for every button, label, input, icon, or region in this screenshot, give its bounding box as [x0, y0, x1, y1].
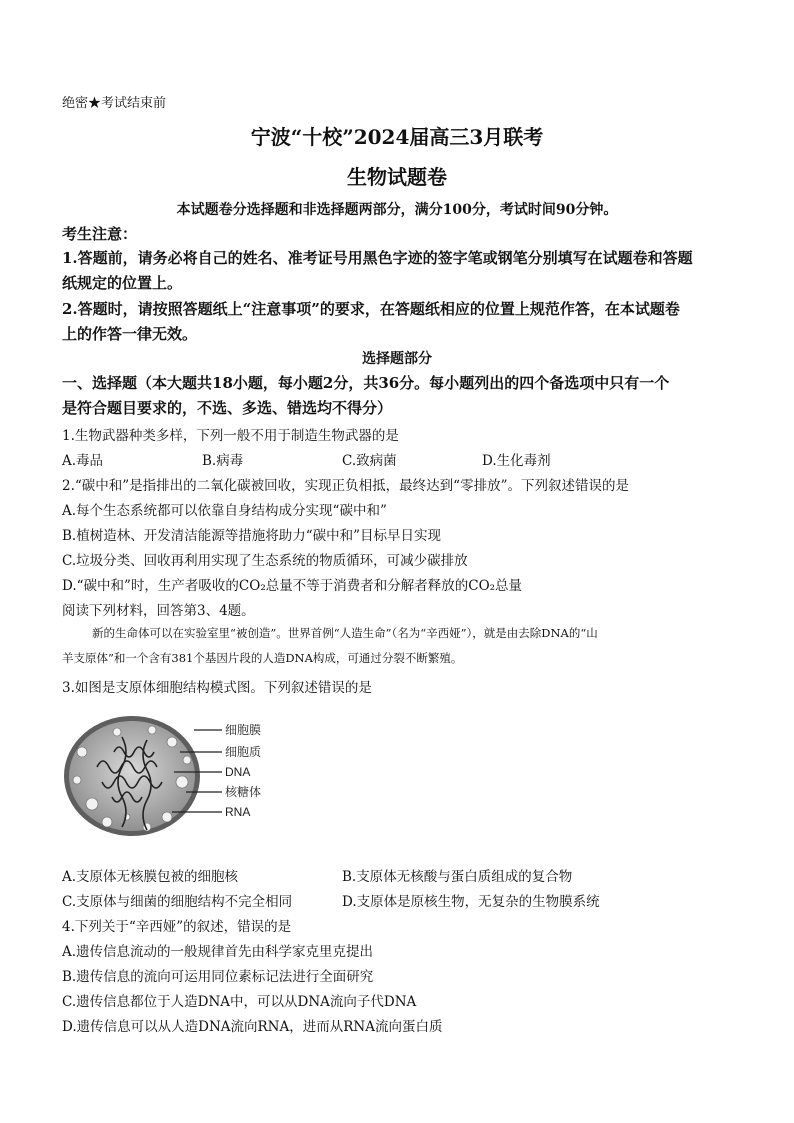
exam-title: 宁波“十校”2024届高三3月联考 [250, 125, 544, 149]
q3-option-d: D.支原体是原核生物，无复杂的生物膜系统 [342, 894, 600, 910]
q4-option-b: B.遗传信息的流向可运用同位素标记法进行全面研究 [62, 969, 374, 985]
q3-option-b: B.支原体无核酸与蛋白质组成的复合物 [342, 869, 573, 885]
exam-subtitle: 生物试题卷 [347, 165, 447, 189]
material-lead: 阅读下列材料，回答第3、4题。 [62, 603, 255, 619]
mycoplasma-diagram [62, 712, 302, 850]
q4-stem: 4.下列关于“辛西娅”的叙述，错误的是 [62, 919, 292, 935]
q2-option-a: A.每个生态系统都可以依靠自身结构成分实现“碳中和” [62, 503, 387, 519]
q3-option-c: C.支原体与细菌的细胞结构不完全相同 [62, 894, 293, 910]
q1-option-d: D.生化毒剂 [482, 453, 551, 469]
note-line: 2.答题时，请按照答题纸上“注意事项”的要求，在答题纸相应的位置上规范作答，在本试题卷 [62, 300, 680, 318]
q2-option-d: D.“碳中和”时，生产者吸收的CO₂总量不等于消费者和分解者释放的CO₂总量 [62, 578, 523, 594]
label-dna: DNA [225, 765, 251, 779]
q2-stem: 2.“碳中和”是指排出的二氧化碳被回收，实现正负相抵，最终达到“零排放”。下列叙述错误的是 [62, 478, 629, 494]
diagram-labels [225, 723, 261, 819]
section-heading: 一、选择题（本大题共18小题，每小题2分，共36分。每小题列出的四个备选项中只有一个 [62, 374, 670, 392]
q1-option-b: B.病毒 [202, 453, 244, 469]
notes-heading: 考生注意： [62, 225, 138, 243]
q1-stem: 1.生物武器种类多样，下列一般不用于制造生物武器的是 [62, 428, 399, 444]
note-line: 1.答题前，请务必将自己的姓名、准考证号用黑色字迹的签字笔或钢笔分别填写在试题卷和答题 [62, 249, 693, 267]
q2-option-b: B.植树造林、开发清洁能源等措施将助力“碳中和”目标早日实现 [62, 528, 442, 544]
exam-intro: 本试题卷分选择题和非选择题两部分，满分100分，考试时间90分钟。 [176, 202, 618, 218]
label-ribosome: 核糖体 [225, 785, 262, 799]
label-rna: RNA [225, 805, 251, 819]
q4-option-c: C.遗传信息都位于人造DNA中，可以从DNA流向子代DNA [62, 994, 417, 1010]
note-line: 纸规定的位置上。 [62, 274, 183, 292]
section-heading: 是符合题目要求的，不选、多选、错选均不得分） [62, 399, 393, 417]
q1-option-a: A.毒品 [62, 453, 104, 469]
section-title: 选择题部分 [362, 351, 432, 367]
q3-option-a: A.支原体无核膜包被的细胞核 [62, 869, 239, 885]
note-line: 上的作答一律无效。 [62, 325, 198, 343]
q4-option-a: A.遗传信息流动的一般规律首先由科学家克里克提出 [62, 944, 374, 960]
q2-option-c: C.垃圾分类、回收再利用实现了生态系统的物质循环，可减少碳排放 [62, 553, 468, 569]
material-text: 羊支原体”和一个含有381个基因片段的人造DNA构成，可通过分裂不断繁殖。 [62, 651, 463, 665]
label-cytoplasm: 细胞质 [225, 745, 262, 759]
q4-option-d: D.遗传信息可以从人造DNA流向RNA，进而从RNA流向蛋白质 [62, 1019, 443, 1035]
secret-mark: 绝密★考试结束前 [62, 96, 167, 111]
material-text: 新的生命体可以在实验室里“被创造”。世界首例“人造生命”（名为“辛西娅”），就是由去除DNA的“山 [92, 626, 598, 640]
q1-option-c: C.致病菌 [342, 453, 397, 469]
q3-stem: 3.如图是支原体细胞结构模式图。下列叙述错误的是 [62, 680, 372, 696]
label-cell-membrane: 细胞膜 [225, 723, 262, 737]
cytoplasm [69, 721, 195, 831]
